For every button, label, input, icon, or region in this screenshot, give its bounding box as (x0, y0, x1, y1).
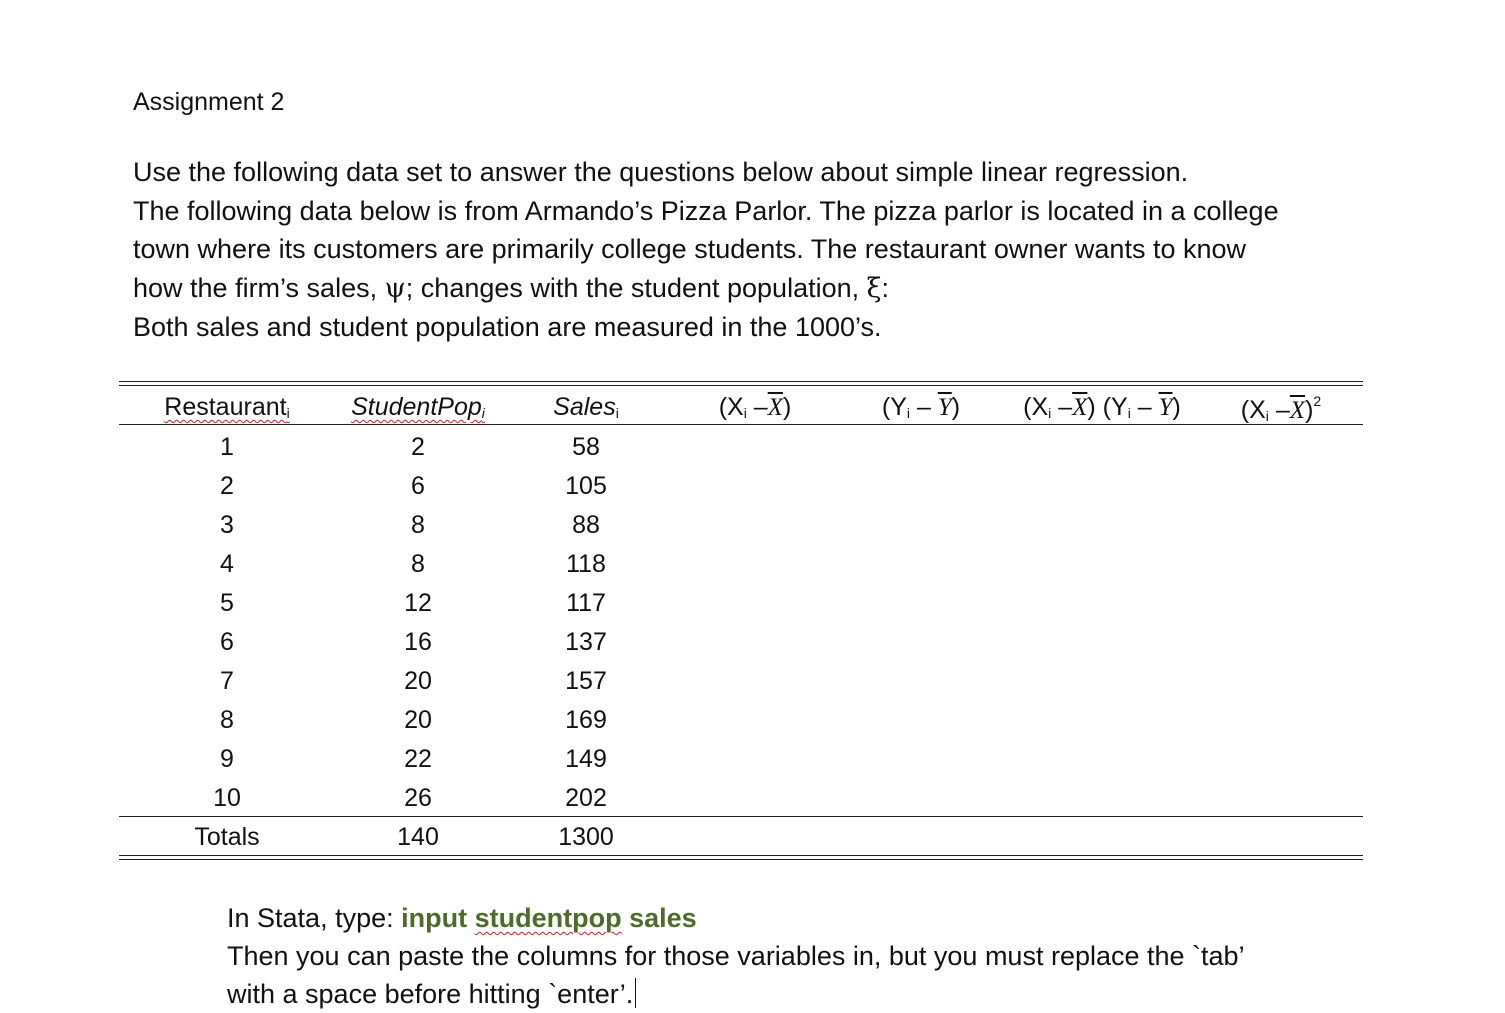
dev-x-open: (X (718, 393, 744, 421)
cell-sales: 88 (572, 511, 600, 539)
table-top-rule-1 (119, 381, 1363, 382)
table-bottom-rule-1 (119, 855, 1363, 856)
cross-sub1: i (1048, 405, 1052, 421)
sq-close: ) (1305, 396, 1314, 424)
header-bottom-rule (119, 424, 1363, 425)
stata-cmd-input: input (401, 903, 475, 933)
intro-line-4-b: ; changes with the student population, (405, 272, 867, 303)
cross-bar1: $\overline{X}$ (1072, 394, 1088, 421)
cell-studentpop: 16 (404, 628, 432, 656)
cell-sales: 169 (565, 706, 607, 734)
sq-open: (X (1240, 396, 1266, 424)
intro-line-5: Both sales and student population are measured in the 1000’s. (133, 312, 882, 342)
cell-restaurant: 6 (220, 628, 234, 656)
cell-restaurant: 2 (220, 472, 234, 500)
table-top-rule-2 (119, 385, 1363, 386)
cross-close2: ) (1172, 393, 1181, 421)
assignment-heading: Assignment 2 (133, 88, 285, 116)
header-sales-label: Sales (553, 393, 616, 421)
cell-restaurant: 9 (220, 745, 234, 773)
stata-cmd-var2: sales (621, 903, 697, 933)
dev-x-minus: – (746, 393, 768, 421)
stata-line-3-text: with a space before hitting `enter’. (227, 979, 634, 1009)
cell-restaurant: 10 (213, 784, 241, 812)
intro-line-4 (133, 269, 1423, 309)
header-studentpop-word (351, 393, 485, 421)
cell-studentpop: 22 (404, 745, 432, 773)
header-sales (544, 393, 628, 422)
dev-y-minus: – (910, 393, 938, 421)
header-sales-sub: i (615, 405, 619, 421)
cell-restaurant: 7 (220, 667, 234, 695)
cell-restaurant: 5 (220, 589, 234, 617)
cell-restaurant: 1 (220, 433, 234, 461)
intro-line-4-c: : (881, 272, 890, 303)
cell-studentpop: 20 (404, 706, 432, 734)
stata-cmd-var1: studentpop (474, 903, 622, 933)
stata-line-1 (227, 899, 1427, 937)
text-cursor (635, 978, 636, 1008)
cell-studentpop: 26 (404, 784, 432, 812)
totals-studentpop: 140 (397, 823, 439, 851)
cell-studentpop: 2 (411, 433, 425, 461)
sq-sup: 2 (1313, 393, 1322, 409)
cross-close1: ) (Y (1087, 393, 1128, 421)
dev-x-sub: i (743, 405, 747, 421)
cell-sales: 117 (566, 589, 606, 617)
cross-minus1: – (1051, 393, 1073, 421)
cell-sales: 202 (565, 784, 607, 812)
cross-bar2: $\overline{Y}$ (1158, 394, 1173, 421)
header-restaurant-sub: i (286, 405, 290, 421)
table-bottom-rule-2 (119, 859, 1363, 860)
header-dev-y (869, 393, 973, 422)
totals-label: Totals (194, 823, 260, 851)
cell-studentpop: 20 (404, 667, 432, 695)
intro-line-4-a: how the firm’s sales, (133, 272, 385, 303)
header-cross-product (1012, 393, 1192, 422)
header-restaurant (161, 393, 293, 422)
dev-y-bar: $\overline{Y}$ (937, 394, 952, 421)
cell-restaurant: 4 (220, 550, 234, 578)
header-dev-x (705, 393, 805, 422)
header-studentpop-sub: i (481, 405, 485, 421)
cell-studentpop: 12 (404, 589, 432, 617)
stata-instructions (227, 899, 1427, 1013)
dev-y-open: (Y (881, 393, 907, 421)
dev-x-bar: $\overline{X}$ (767, 394, 783, 421)
stata-line-2: Then you can paste the columns for those variables in, but you must replace the `tab’ (227, 941, 1245, 971)
header-studentpop (348, 393, 488, 422)
cell-restaurant: 3 (220, 511, 234, 539)
intro-line-2: The following data below is from Armando’s Pizza Parlor. The pizza parlor is located in a college (133, 195, 1279, 226)
cell-studentpop: 8 (411, 511, 425, 539)
dev-x-close: ) (782, 393, 792, 421)
cell-sales: 118 (566, 550, 606, 578)
stata-prefix: In Stata, type: (227, 903, 402, 933)
cell-studentpop: 8 (411, 550, 425, 578)
totals-top-rule (119, 816, 1363, 817)
sq-bar: $\overline{X}$ (1289, 397, 1306, 424)
cross-sub2: i (1127, 405, 1131, 421)
intro-paragraph (133, 153, 1423, 347)
cell-sales: 105 (565, 472, 607, 500)
intro-line-3: town where its customers are primarily college students. The restaurant owner wants to know (133, 234, 1246, 264)
cross-minus2: – (1130, 393, 1159, 421)
sq-minus: – (1268, 396, 1290, 424)
cell-sales: 149 (565, 745, 607, 773)
cell-sales: 58 (572, 433, 600, 461)
intro-line-1: Use the following data set to answer the questions below about simple linear regression. (133, 157, 1189, 187)
dev-y-sub: i (906, 405, 911, 421)
totals-sales: 1300 (558, 823, 614, 851)
cell-restaurant: 8 (220, 706, 234, 734)
header-studentpop-label: StudentPop (351, 393, 482, 421)
header-restaurant-word (164, 393, 289, 421)
stata-command (401, 903, 697, 933)
dev-y-close: ) (951, 393, 961, 421)
cross-open1: (X (1023, 393, 1049, 421)
xi-symbol: ξ (866, 272, 882, 304)
stata-line-3 (227, 975, 1427, 1013)
psi-symbol: ψ (384, 272, 406, 304)
cell-sales: 157 (565, 667, 607, 695)
cell-studentpop: 6 (411, 472, 425, 500)
sq-sub: i (1265, 408, 1269, 424)
cell-sales: 137 (565, 628, 607, 656)
header-restaurant-label: Restaurant (164, 393, 287, 421)
header-squared-dev-x (1231, 393, 1331, 425)
